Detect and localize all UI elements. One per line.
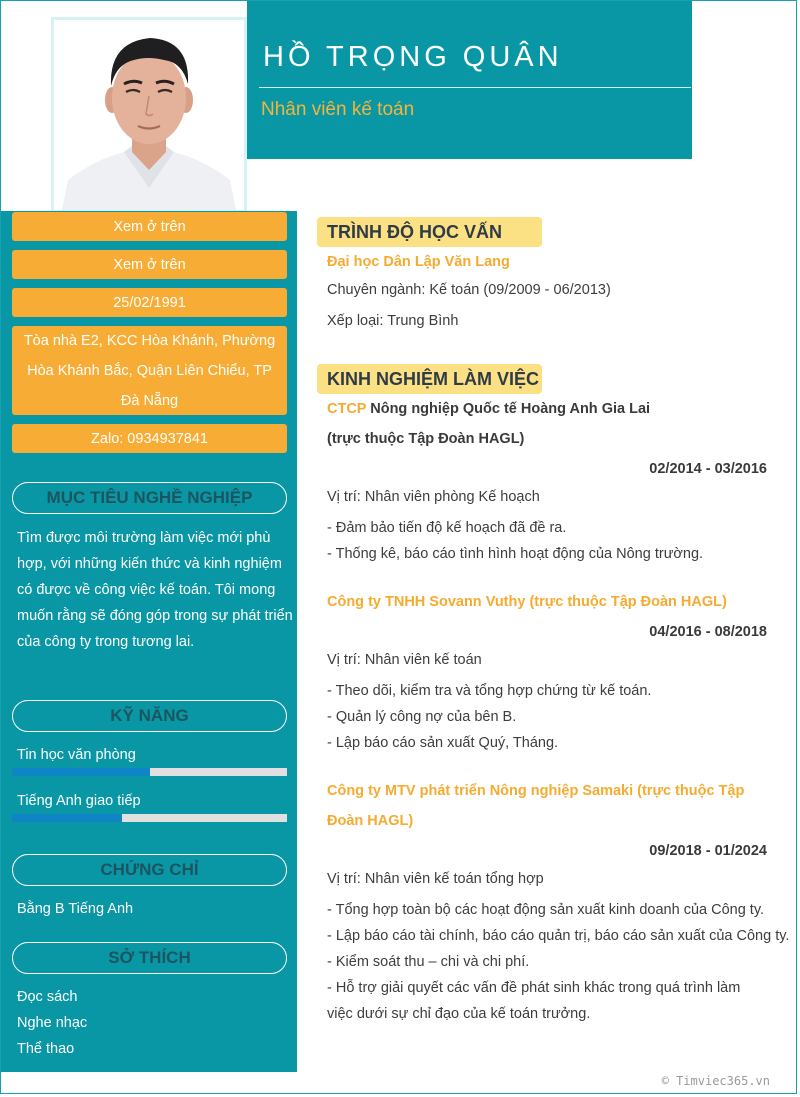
job-1-period: 02/2014 - 03/2016 <box>649 461 767 477</box>
job-3-company: Công ty MTV phát triển Nông nghiệp Samaki (trực thuộc Tập Đoàn HAGL) <box>327 783 745 829</box>
job-3-duty: - Tổng hợp toàn bộ các hoạt động sản xuất kinh doanh của Công ty. <box>327 902 765 918</box>
portrait-image <box>54 20 244 210</box>
objective-heading: MỤC TIÊU NGHỀ NGHIỆP <box>12 482 287 514</box>
hobbies-heading: SỞ THÍCH <box>12 942 287 974</box>
education-rank: Xếp loại: Trung Bình <box>327 313 459 329</box>
job-title: Nhân viên kế toán <box>261 99 415 120</box>
job-1-position: Vị trí: Nhân viên phòng Kế hoạch <box>327 489 540 505</box>
job-2-position: Vị trí: Nhân viên kế toán <box>327 652 482 668</box>
profile-photo <box>51 17 247 213</box>
job-3-position: Vị trí: Nhân viên kế toán tổng hợp <box>327 871 544 887</box>
address: Tòa nhà E2, KCC Hòa Khánh, Phường Hòa Khánh Bắc, Quận Liên Chiểu, TP Đà Nẵng <box>12 326 287 415</box>
header-divider <box>259 87 691 88</box>
hobby-item: Nghe nhạc <box>17 1015 88 1031</box>
date-of-birth: 25/02/1991 <box>12 288 287 317</box>
job-2-duty: - Lập báo cáo sản xuất Quý, Tháng. <box>327 735 559 751</box>
watermark: © Timviec365.vn <box>661 1074 770 1088</box>
school-name: Đại học Dân Lập Văn Lang <box>327 254 510 270</box>
phone-zalo: Zalo: 0934937841 <box>12 424 287 453</box>
job-1-company-line2: (trực thuộc Tập Đoàn HAGL) <box>327 431 525 447</box>
skill-bar-office <box>12 768 287 776</box>
job-2-duty: - Quản lý công nợ của bên B. <box>327 709 517 725</box>
objective-text: Tìm được môi trường làm việc mới phù hợp, với những kiến thức và kinh nghiệm có được về công việc kế toán. Tôi mong muốn rằng sẽ đóng góp trong sự phát triển của công ty trong tương lai. <box>17 530 293 650</box>
experience-heading: KINH NGHIỆM LÀM VIỆC <box>317 364 542 394</box>
certificates-heading: CHỨNG CHỈ <box>12 854 287 886</box>
education-major: Chuyên ngành: Kế toán (09/2009 - 06/2013) <box>327 282 611 298</box>
job-3-period: 09/2018 - 01/2024 <box>649 843 767 859</box>
candidate-name: HỒ TRỌNG QUÂN <box>263 41 563 73</box>
job-1-duty: - Đảm bảo tiến độ kế hoạch đã đề ra. <box>327 520 567 536</box>
hobby-item: Đọc sách <box>17 989 78 1005</box>
hobby-item: Thể thao <box>17 1041 75 1057</box>
education-heading: TRÌNH ĐỘ HỌC VẤN <box>317 217 542 247</box>
job-2-duty: - Theo dõi, kiểm tra và tổng hợp chứng từ kế toán. <box>327 683 652 699</box>
job-1-company <box>327 401 650 417</box>
skill-label-office: Tin học văn phòng <box>17 747 136 763</box>
contact-line-2: Xem ở trên <box>12 250 287 279</box>
job-3-duty: - Lập báo cáo tài chính, báo cáo quản trị, báo cáo sản xuất của Công ty. <box>327 928 790 944</box>
certificate-item: Bằng B Tiếng Anh <box>17 901 134 917</box>
skill-label-english: Tiếng Anh giao tiếp <box>17 793 141 809</box>
job-2-period: 04/2016 - 08/2018 <box>649 624 767 640</box>
job-2-company: Công ty TNHH Sovann Vuthy (trực thuộc Tập Đoàn HAGL) <box>327 594 727 610</box>
contact-line-1: Xem ở trên <box>12 212 287 241</box>
skill-bar-english <box>12 814 287 822</box>
job-3-duty: - Kiểm soát thu – chi và chi phí. <box>327 954 530 970</box>
skill-fill <box>12 814 122 822</box>
skill-fill <box>12 768 150 776</box>
job-1-company-rest: Nông nghiệp Quốc tế Hoàng Anh Gia Lai <box>370 401 651 417</box>
job-3-duty: - Hỗ trợ giải quyết các vấn đề phát sinh khác trong quá trình làm việc dưới sự chỉ đạo của kế toán trưởng. <box>327 980 741 1022</box>
header-band <box>247 1 692 159</box>
skills-heading: KỸ NĂNG <box>12 700 287 732</box>
job-1-duty: - Thống kê, báo cáo tình hình hoạt động của Nông trường. <box>327 546 704 562</box>
job-1-company-prefix: CTCP <box>327 401 367 417</box>
